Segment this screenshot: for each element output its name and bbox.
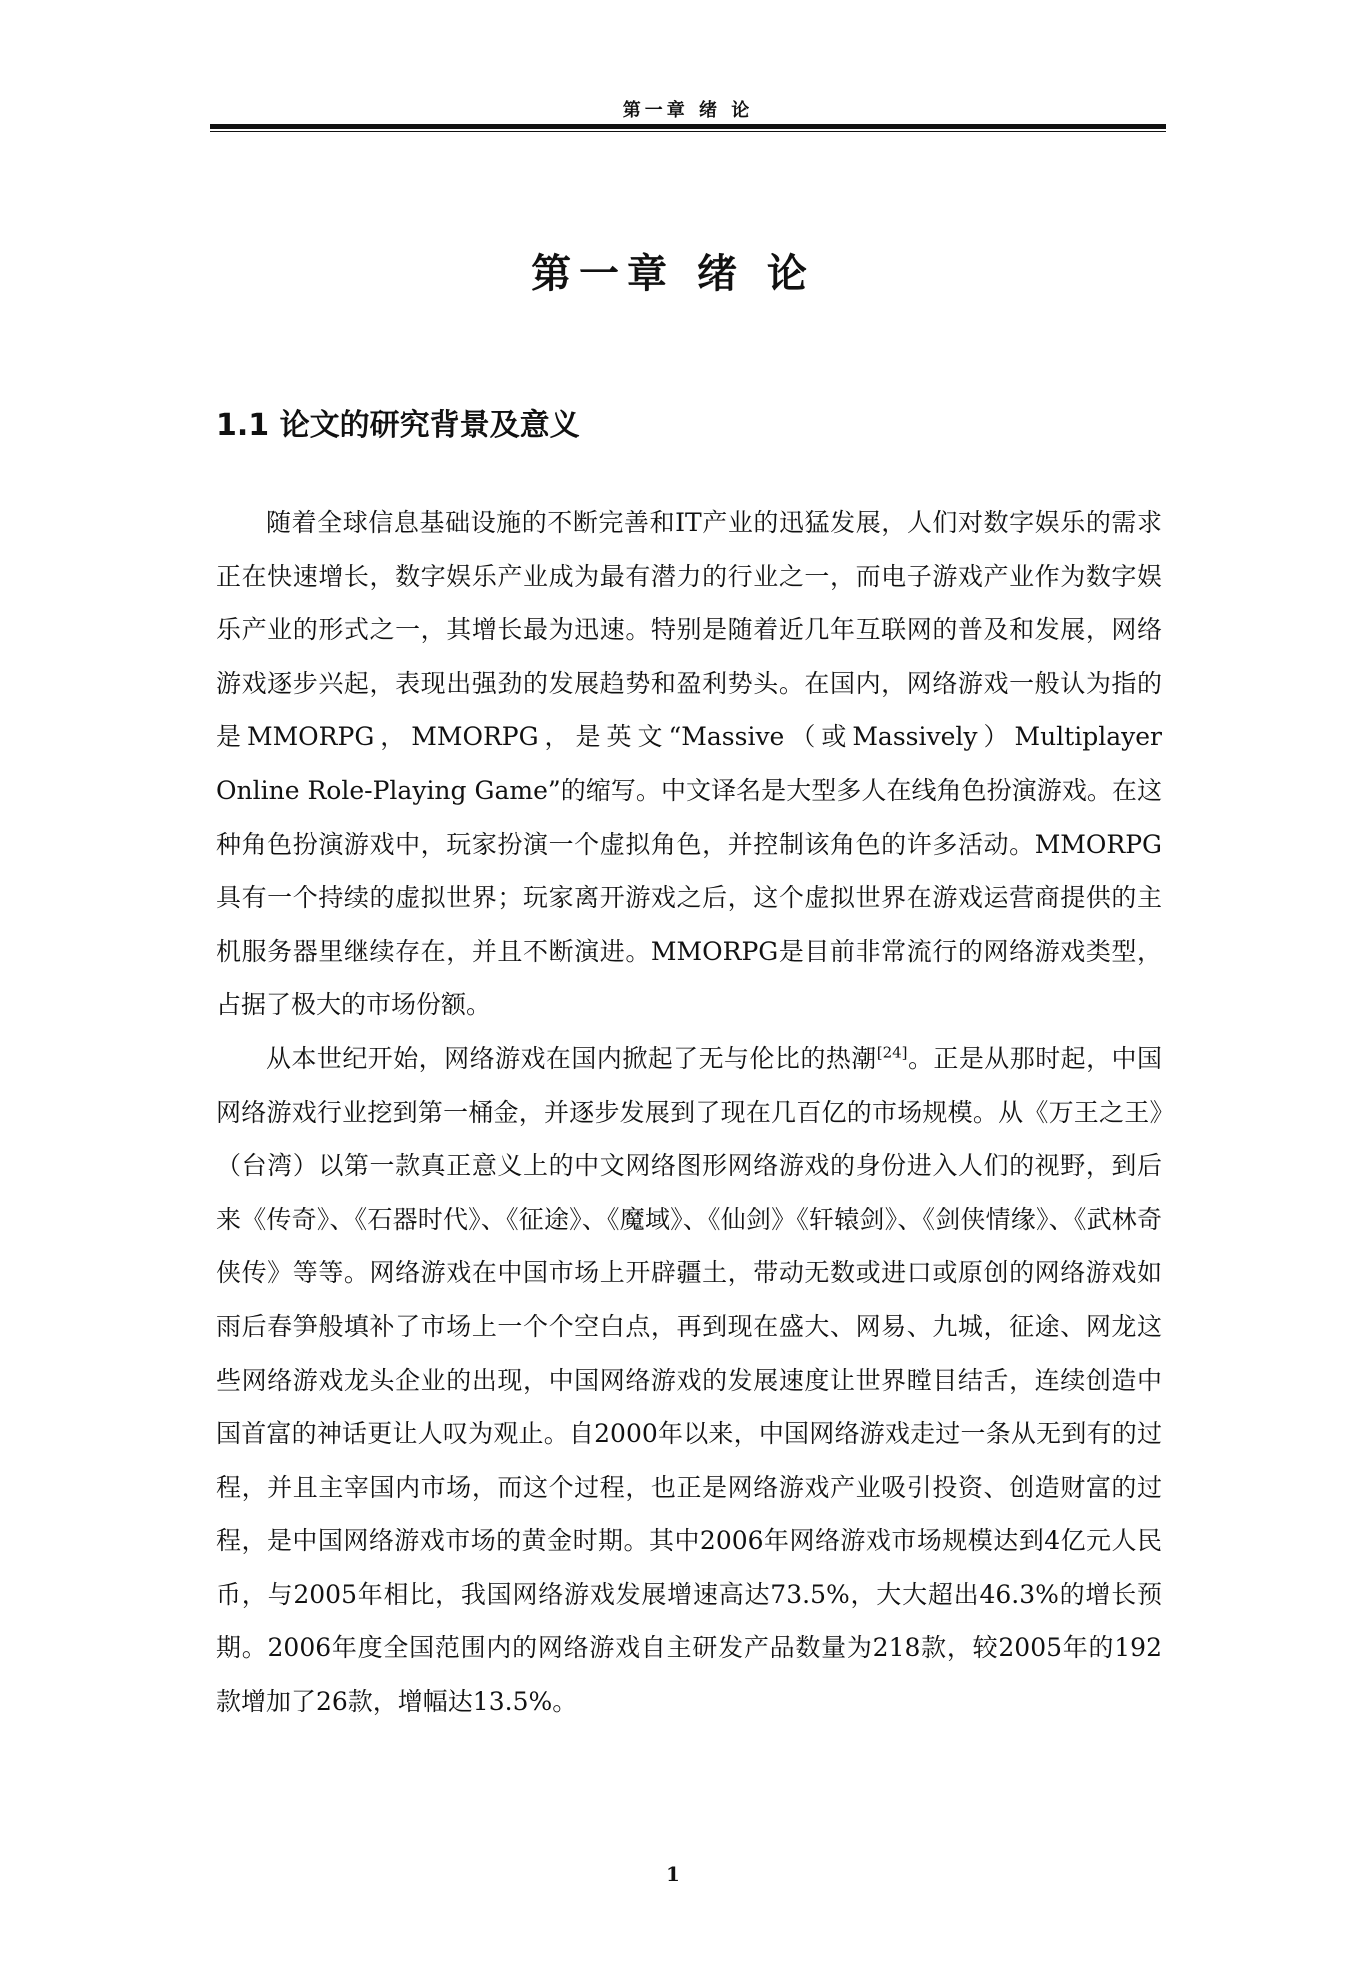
running-header: 第一章 绪 论 bbox=[622, 100, 754, 121]
paragraph-2-text-before: 从本世纪开始，网络游戏在国内掀起了无与伦比的热潮 bbox=[266, 1043, 877, 1073]
body-text bbox=[216, 496, 1162, 1729]
header-rule bbox=[210, 124, 1166, 132]
paragraph-2-text-after: 。正是从那时起，中国网络游戏行业挖到第一桶金，并逐步发展到了现在几百亿的市场规模。从《万王之王》（台湾）以第一款真正意义上的中文网络图形网络游戏的身份进入人们的视野，到后来《传奇》、《石器时代》、《征途》、《魔域》、《仙剑》《轩辕剑》、《剑侠情缘》、《武林奇侠传》等等。网络游戏在中国市场上开辟疆土，带动无数或进口或原创的网络游戏如雨后春笋般填补了市场上一个个空白点，再到现在盛大、网易、九城，征途、网龙这些网络游戏龙头企业的出现，中国网络游戏的发展速度让世界瞠目结舌，连续创造中国首富的神话更让人叹为观止。自2000年以来，中国网络游戏走过一条从无到有的过程，并且主宰国内市场，而这个过程，也正是网络游戏产业吸引投资、创造财富的过程，是中国网络游戏市场的黄金时期。其中2006年网络游戏市场规模达到4亿元人民币，与2005年相比，我国网络游戏发展增速高达73.5%，大大超出46.3%的增长预期。2006年度全国范围内的网络游戏自主研发产品数量为218款，较2005年的192款增加了26款，增幅达13.5%。 bbox=[216, 1043, 1162, 1717]
header-rule-thick bbox=[210, 124, 1166, 129]
section-heading bbox=[216, 400, 580, 444]
chapter-title: 第一章 绪 论 bbox=[531, 250, 815, 297]
paragraph-2 bbox=[216, 1032, 1162, 1729]
header-rule-thin bbox=[210, 131, 1166, 132]
citation-marker: [24] bbox=[876, 1043, 908, 1062]
section-number: 1.1 bbox=[216, 408, 270, 443]
paragraph-1: 随着全球信息基础设施的不断完善和IT产业的迅猛发展，人们对数字娱乐的需求正在快速增长，数字娱乐产业成为最有潜力的行业之一，而电子游戏产业作为数字娱乐产业的形式之一，其增长最为迅速。特别是随着近几年互联网的普及和发展，网络游戏逐步兴起，表现出强劲的发展趋势和盈利势头。在国内，网络游戏一般认为指的是MMORPG，MMORPG，是英文“Massive（或Massively）Multiplayer Online Role-Playing Game”的缩写。中文译名是大型多人在线角色扮演游戏。在这种角色扮演游戏中，玩家扮演一个虚拟角色，并控制该角色的许多活动。MMORPG具有一个持续的虚拟世界；玩家离开游戏之后，这个虚拟世界在游戏运营商提供的主机服务器里继续存在，并且不断演进。MMORPG是目前非常流行的网络游戏类型，占据了极大的市场份额。 bbox=[216, 508, 1162, 1020]
page-number: 1 bbox=[666, 1862, 680, 1886]
section-title: 论文的研究背景及意义 bbox=[279, 408, 580, 443]
